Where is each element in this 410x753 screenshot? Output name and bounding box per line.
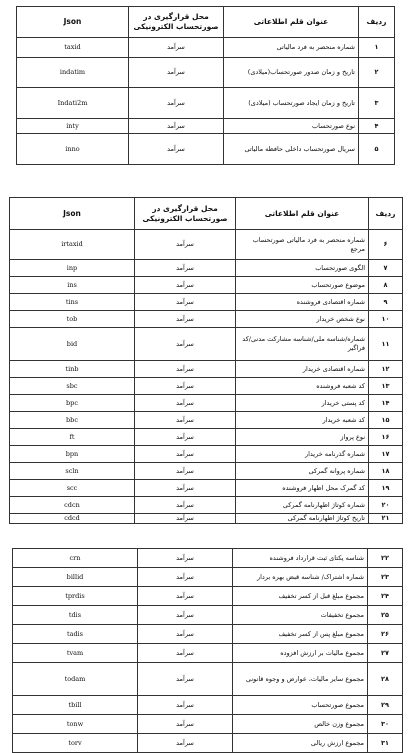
json-key-cell: sbc [10,378,135,395]
table-row [10,361,403,378]
row-index-cell: ۳ [359,88,395,119]
location-cell: سرآمد [135,277,236,294]
json-key-cell: tvam [13,644,138,663]
table-row [10,395,403,412]
json-key-cell: scln [10,463,135,480]
table-row [13,587,403,606]
header-json: Json [10,198,135,230]
json-key-cell: inp [10,260,135,277]
field-title-cell: شماره منحصر به فرد مالیاتی صورتحساب مرجع [236,230,369,260]
table-header-row [17,7,395,38]
location-cell: سرآمد [138,587,233,606]
field-title-cell: شماره اقتصادی خریدار [236,361,369,378]
location-cell: سرآمد [138,568,233,587]
row-index-cell: ۲۲ [368,549,403,568]
row-index-cell: ۲۴ [368,587,403,606]
location-cell: سرآمد [138,715,233,734]
row-index-cell: ۲۳ [368,568,403,587]
json-key-cell: tonw [13,715,138,734]
location-cell: سرآمد [138,696,233,715]
field-title-cell: تاریخ و زمان صدور صورتحساب(میلادی) [224,58,359,88]
table-row [10,514,403,524]
row-index-cell: ۱۶ [369,429,403,446]
location-cell: سرآمد [135,378,236,395]
table-row [10,328,403,361]
row-index-cell: ۷ [369,260,403,277]
table-row [10,480,403,497]
field-title-cell: کد شعبه خریدار [236,412,369,429]
row-index-cell: ۲۵ [368,606,403,625]
row-index-cell: ۱۴ [369,395,403,412]
json-key-cell: todam [13,663,138,696]
field-title-cell: کد گمرک محل اظهار فروشنده [236,480,369,497]
location-cell: سرآمد [138,606,233,625]
json-key-cell: scc [10,480,135,497]
field-title-cell: مجموع مبلغ پس از کسر تخفیف [233,625,368,644]
location-cell: سرآمد [135,480,236,497]
field-title-cell: الگوی صورتحساب [236,260,369,277]
json-key-cell: torv [13,734,138,753]
row-index-cell: ۴ [359,119,395,134]
json-key-cell: cdcd [10,514,135,524]
header-location: محل قرارگیری در صورتحساب الکترونیکی [129,7,224,38]
table-row [17,88,395,119]
table-row [10,463,403,480]
json-key-cell: ft [10,429,135,446]
table-row [13,549,403,568]
location-cell: سرآمد [138,549,233,568]
json-key-cell: irtaxid [10,230,135,260]
location-cell: سرآمد [135,230,236,260]
row-index-cell: ۱۲ [369,361,403,378]
table-row [10,230,403,260]
field-title-cell: مجموع صورتحساب [233,696,368,715]
fields-table-1 [16,6,395,165]
location-cell: سرآمد [129,88,224,119]
field-title-cell: مجموع سایر مالیات، عوارض و وجوه قانونی [233,663,368,696]
field-title-cell: کد شعبه فروشنده [236,378,369,395]
header-index: ردیف [359,7,395,38]
table-row [13,568,403,587]
table-row [17,134,395,165]
field-title-cell: مجموع تخفیفات [233,606,368,625]
header-title: عنوان قلم اطلاعاتی [224,7,359,38]
json-key-cell: indatim [17,58,129,88]
row-index-cell: ۱ [359,38,395,58]
row-index-cell: ۲ [359,58,395,88]
fields-table-2 [9,197,403,524]
json-key-cell: tins [10,294,135,311]
json-key-cell: crn [13,549,138,568]
row-index-cell: ۱۰ [369,311,403,328]
location-cell: سرآمد [135,260,236,277]
location-cell: سرآمد [129,38,224,58]
table-row [10,497,403,514]
row-index-cell: ۲۰ [369,497,403,514]
field-title-cell: مجموع مبلغ قبل از کسر تخفیف [233,587,368,606]
json-key-cell: tbill [13,696,138,715]
location-cell: سرآمد [135,311,236,328]
table-row [13,625,403,644]
json-key-cell: bbc [10,412,135,429]
field-title-cell: مجموع وزن خالص [233,715,368,734]
row-index-cell: ۱۳ [369,378,403,395]
header-index: ردیف [369,198,403,230]
table-2-body [10,230,403,524]
row-index-cell: ۱۹ [369,480,403,497]
table-3-body [13,549,403,753]
table-row [17,38,395,58]
table-row [10,378,403,395]
table-row [10,277,403,294]
row-index-cell: ۱۱ [369,328,403,361]
row-index-cell: ۲۶ [368,625,403,644]
field-title-cell: شناسه یکتای ثبت قرارداد فروشنده [233,549,368,568]
table-row [13,606,403,625]
row-index-cell: ۱۵ [369,412,403,429]
location-cell: سرآمد [138,734,233,753]
field-title-cell: تاریخ کوتاژ اظهارنامه گمرکی [236,514,369,524]
field-title-cell: کد پستی خریدار [236,395,369,412]
table-row [10,260,403,277]
json-key-cell: tdis [13,606,138,625]
location-cell: سرآمد [138,663,233,696]
row-index-cell: ۳۱ [368,734,403,753]
fields-table-3 [12,548,403,753]
header-json: Json [17,7,129,38]
location-cell: سرآمد [135,328,236,361]
location-cell: سرآمد [138,625,233,644]
field-title-cell: شماره/شناسه ملی/شناسه مشارکت مدنی/کد فراگیر [236,328,369,361]
field-title-cell: سریال صورتحساب داخلی حافظه مالیاتی [224,134,359,165]
field-title-cell: مجموع ارزش ریالی [233,734,368,753]
table-row [13,663,403,696]
table-row [10,429,403,446]
location-cell: سرآمد [129,119,224,134]
row-index-cell: ۲۸ [368,663,403,696]
location-cell: سرآمد [129,134,224,165]
row-index-cell: ۵ [359,134,395,165]
row-index-cell: ۱۷ [369,446,403,463]
header-title: عنوان قلم اطلاعاتی [236,198,369,230]
location-cell: سرآمد [135,412,236,429]
json-key-cell: cdcn [10,497,135,514]
location-cell: سرآمد [135,463,236,480]
json-key-cell: tinb [10,361,135,378]
row-index-cell: ۶ [369,230,403,260]
json-key-cell: inno [17,134,129,165]
json-key-cell: bpc [10,395,135,412]
header-location: محل قرارگیری در صورتحساب الکترونیکی [135,198,236,230]
row-index-cell: ۲۱ [369,514,403,524]
location-cell: سرآمد [129,58,224,88]
table-header-row [10,198,403,230]
json-key-cell: tadis [13,625,138,644]
table-row [13,715,403,734]
json-key-cell: Indati2m [17,88,129,119]
table-row [10,412,403,429]
table-row [17,58,395,88]
table-row [10,311,403,328]
field-title-cell: شماره منحصر به فرد مالیاتی [224,38,359,58]
location-cell: سرآمد [135,294,236,311]
row-index-cell: ۸ [369,277,403,294]
row-index-cell: ۹ [369,294,403,311]
location-cell: سرآمد [135,497,236,514]
json-key-cell: bid [10,328,135,361]
location-cell: سرآمد [135,395,236,412]
field-title-cell: شماره گذرنامه خریدار [236,446,369,463]
location-cell: سرآمد [135,429,236,446]
json-key-cell: ins [10,277,135,294]
row-index-cell: ۲۷ [368,644,403,663]
table-row [13,696,403,715]
field-title-cell: نوع شخص خریدار [236,311,369,328]
field-title-cell: شماره اشتراک/ شناسه قبض بهره بردار [233,568,368,587]
location-cell: سرآمد [135,514,236,524]
field-title-cell: نوع صورتحساب [224,119,359,134]
json-key-cell: bpn [10,446,135,463]
field-title-cell: تاریخ و زمان ایجاد صورتحساب (میلادی) [224,88,359,119]
json-key-cell: taxid [17,38,129,58]
location-cell: سرآمد [135,361,236,378]
table-row [10,294,403,311]
json-key-cell: tprdis [13,587,138,606]
json-key-cell: tob [10,311,135,328]
json-key-cell: billid [13,568,138,587]
table-row [17,119,395,134]
row-index-cell: ۱۸ [369,463,403,480]
row-index-cell: ۳۰ [368,715,403,734]
table-row [13,644,403,663]
table-1-body [17,38,395,165]
field-title-cell: نوع پرواز [236,429,369,446]
field-title-cell: موضوع صورتحساب [236,277,369,294]
location-cell: سرآمد [138,644,233,663]
field-title-cell: شماره کوتاژ اظهارنامه گمرکی [236,497,369,514]
json-key-cell: inty [17,119,129,134]
field-title-cell: شماره پروانه گمرکی [236,463,369,480]
location-cell: سرآمد [135,446,236,463]
row-index-cell: ۲۹ [368,696,403,715]
field-title-cell: شماره اقتصادی فروشنده [236,294,369,311]
field-title-cell: مجموع مالیات بر ارزش افزوده [233,644,368,663]
table-row [10,446,403,463]
